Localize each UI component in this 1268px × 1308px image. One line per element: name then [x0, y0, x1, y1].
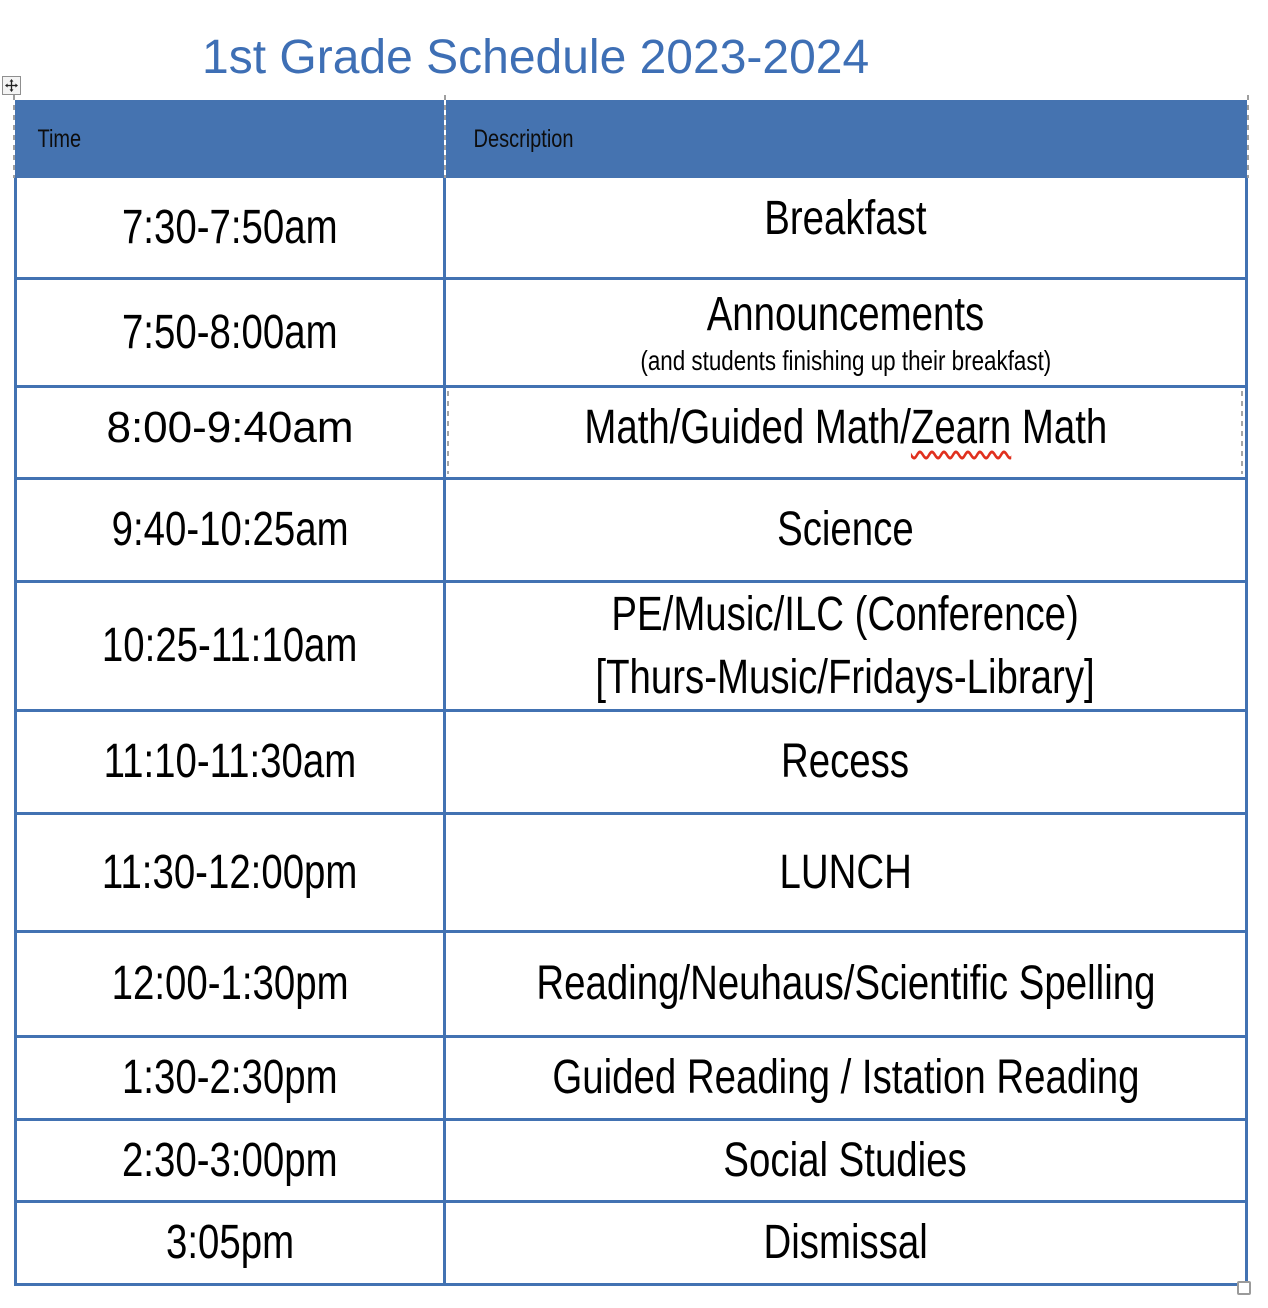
table-row [17, 1118, 1245, 1200]
description-note: (and students finishing up their breakfast) [640, 345, 1051, 377]
header-selection-dash-middle [444, 95, 446, 178]
table-row [17, 1200, 1245, 1283]
time-text: 12:00-1:30pm [111, 957, 349, 1011]
description-cell[interactable] [446, 583, 1245, 709]
time-cell[interactable] [17, 933, 446, 1035]
time-cell[interactable] [17, 178, 446, 277]
description-text-line2: [Thurs-Music/Fridays-Library] [595, 650, 1096, 704]
page-title[interactable]: 1st Grade Schedule 2023-2024 [202, 31, 870, 84]
time-cell[interactable] [17, 280, 446, 385]
description-text: Breakfast [764, 192, 927, 245]
description-cell[interactable] [446, 933, 1245, 1035]
time-text: 11:10-11:30am [103, 735, 357, 789]
time-text: 11:30-12:00pm [102, 845, 358, 899]
table-row [17, 477, 1245, 580]
description-cell[interactable] [446, 815, 1245, 930]
description-cell[interactable] [446, 712, 1245, 812]
header-description-label: Description [473, 124, 574, 153]
time-cell[interactable] [17, 1203, 446, 1283]
time-text: 10:25-11:10am [102, 619, 358, 673]
description-text: Guided Reading / Istation Reading [551, 1051, 1140, 1105]
header-cell-time[interactable] [14, 100, 446, 178]
schedule-table [14, 100, 1248, 1286]
time-cell[interactable] [17, 388, 446, 477]
description-cell[interactable] [446, 480, 1245, 580]
description-text: Dismissal [763, 1216, 928, 1270]
time-text: 7:50-8:00am [122, 305, 338, 359]
spellcheck-word: Zearn [910, 400, 1011, 454]
time-text: 2:30-3:00pm [122, 1133, 338, 1187]
time-text: 7:30-7:50am [122, 200, 338, 254]
description-cell[interactable] [446, 1038, 1245, 1118]
time-cell[interactable] [17, 815, 446, 930]
description-cell[interactable] [446, 1121, 1245, 1200]
time-cell[interactable] [17, 583, 446, 709]
time-cell[interactable] [17, 1038, 446, 1118]
table-row [17, 277, 1245, 385]
table-row [17, 385, 1245, 477]
header-selection-dash-left [13, 95, 15, 178]
table-row [17, 1035, 1245, 1118]
description-cell[interactable] [446, 1203, 1245, 1283]
table-row [17, 178, 1245, 277]
header-selection-dash-right [1247, 95, 1249, 178]
time-cell[interactable] [17, 1121, 446, 1200]
description-cell[interactable] [446, 280, 1245, 385]
description-cell[interactable] [446, 388, 1245, 477]
description-cell[interactable] [446, 178, 1245, 277]
table-row [17, 580, 1245, 709]
time-text: 1:30-2:30pm [122, 1051, 338, 1105]
description-text: Reading/Neuhaus/Scientific Spelling [535, 957, 1156, 1011]
table-header-row [14, 100, 1248, 178]
cell-selection-dash-left [447, 391, 449, 474]
description-text: PE/Music/ILC (Conference) [611, 587, 1080, 641]
time-text: 9:40-10:25am [111, 503, 349, 557]
description-text: Announcements [706, 287, 985, 341]
table-body [14, 178, 1248, 1286]
description-text: LUNCH [779, 845, 912, 899]
time-cell[interactable] [17, 712, 446, 812]
table-row [17, 812, 1245, 930]
four-way-move-arrow-icon [5, 79, 18, 92]
cell-selection-dash-right [1241, 391, 1243, 474]
description-text: Math/Guided Math/Zearn Math [584, 400, 1107, 454]
table-resize-handle[interactable] [1237, 1281, 1251, 1295]
time-text: 8:00-9:40am [106, 402, 354, 452]
time-text: 3:05pm [165, 1216, 295, 1270]
description-text: Social Studies [723, 1133, 968, 1187]
description-text: Recess [781, 735, 910, 789]
table-row [17, 930, 1245, 1035]
table-row [17, 709, 1245, 812]
header-cell-description[interactable] [446, 100, 1248, 178]
description-text: Science [777, 503, 914, 557]
table-move-handle[interactable] [2, 76, 21, 95]
header-time-label: Time [37, 124, 82, 153]
time-cell[interactable] [17, 480, 446, 580]
